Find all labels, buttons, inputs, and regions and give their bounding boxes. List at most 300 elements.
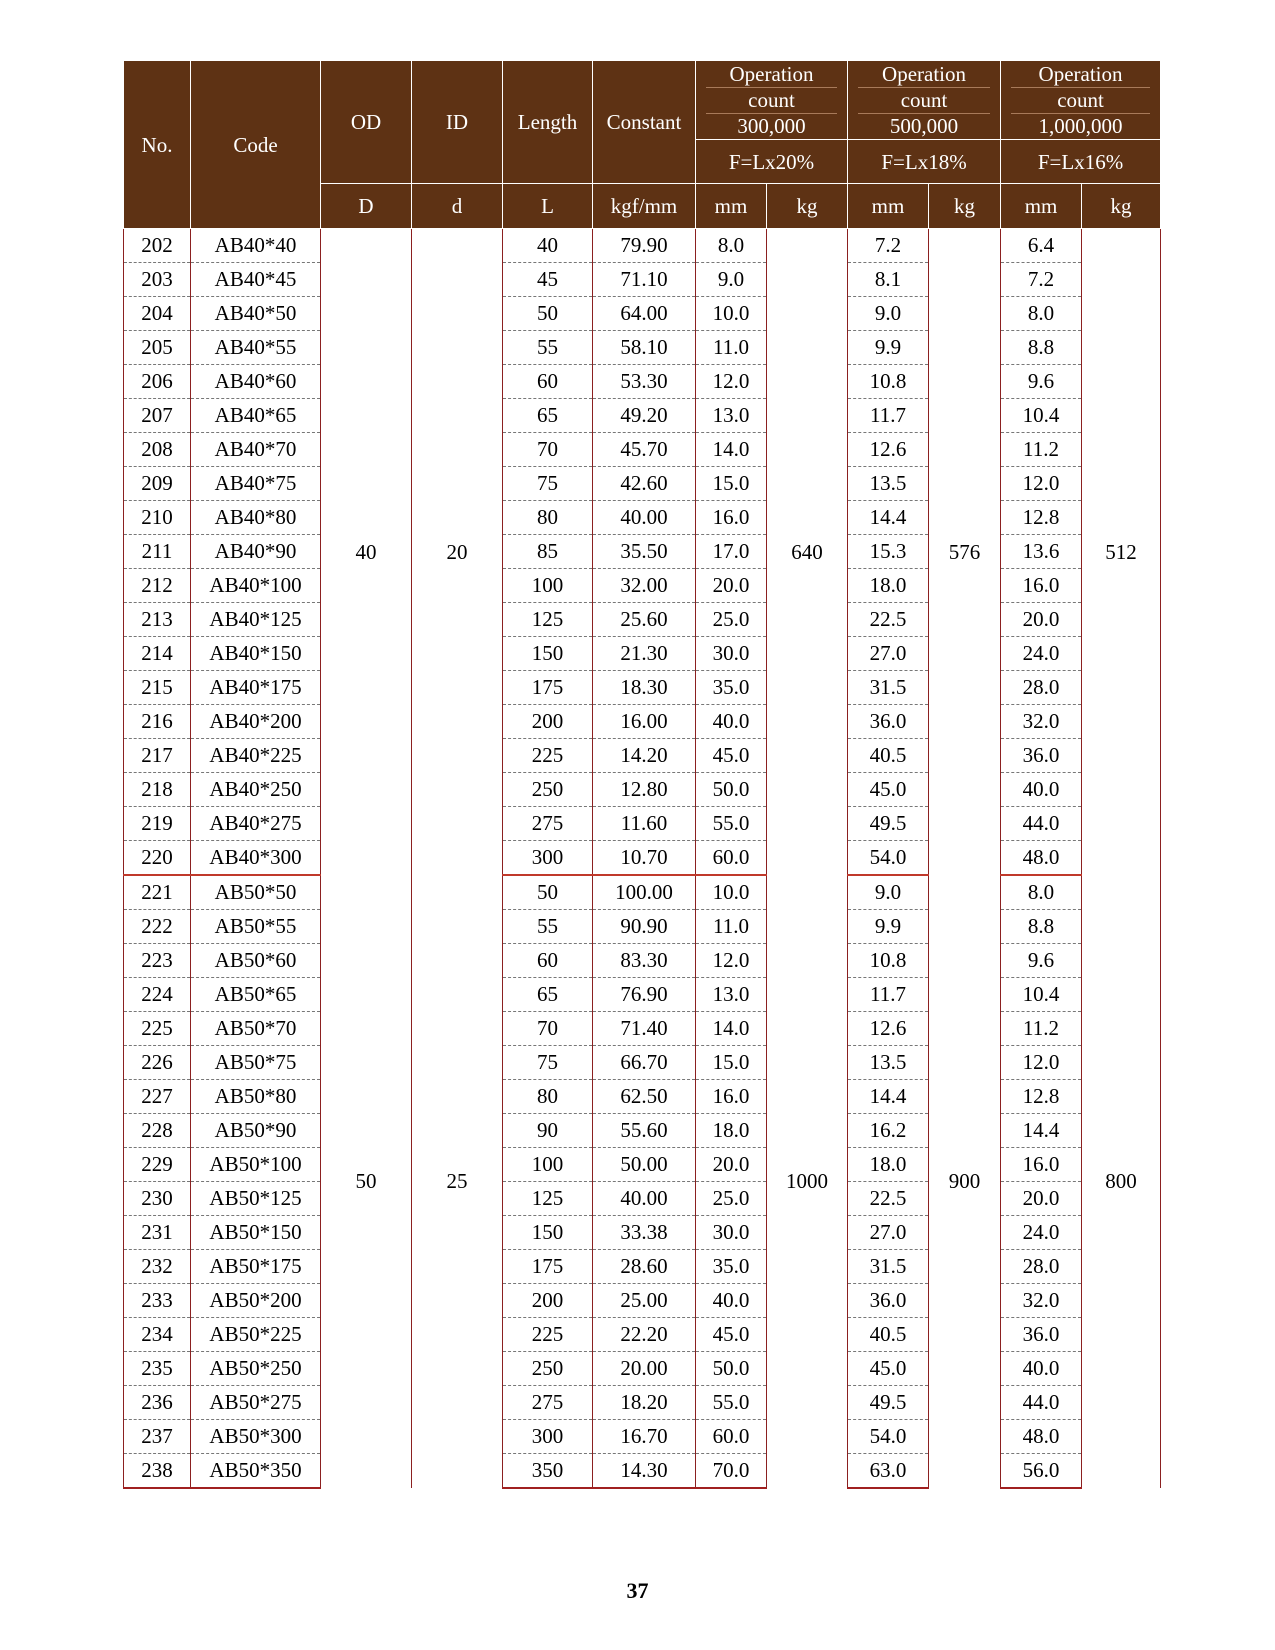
cell-mm-1: 60.0 [696, 841, 767, 876]
op-label-line1: Operation [1011, 62, 1150, 88]
cell-length: 150 [503, 637, 593, 671]
cell-no: 237 [124, 1420, 191, 1454]
cell-length: 80 [503, 501, 593, 535]
header-code: Code [191, 61, 321, 229]
cell-constant: 42.60 [593, 467, 696, 501]
cell-mm-2: 45.0 [848, 1352, 929, 1386]
cell-mm-1: 40.0 [696, 1284, 767, 1318]
cell-constant: 18.30 [593, 671, 696, 705]
cell-code: AB50*200 [191, 1284, 321, 1318]
table-body [124, 229, 1161, 1489]
cell-constant: 14.30 [593, 1454, 696, 1489]
cell-mm-1: 17.0 [696, 535, 767, 569]
unit-id: d [412, 184, 503, 229]
cell-no: 238 [124, 1454, 191, 1489]
cell-mm-3: 20.0 [1001, 603, 1082, 637]
cell-mm-3: 7.2 [1001, 263, 1082, 297]
cell-mm-2: 27.0 [848, 1216, 929, 1250]
cell-mm-2: 31.5 [848, 671, 929, 705]
cell-mm-2: 54.0 [848, 841, 929, 876]
op-count: 500,000 [889, 113, 959, 138]
cell-length: 250 [503, 773, 593, 807]
cell-mm-2: 22.5 [848, 603, 929, 637]
cell-no: 216 [124, 705, 191, 739]
cell-mm-2: 11.7 [848, 399, 929, 433]
cell-code: AB40*275 [191, 807, 321, 841]
cell-mm-2: 10.8 [848, 944, 929, 978]
cell-no: 227 [124, 1080, 191, 1114]
cell-no: 207 [124, 399, 191, 433]
unit-mm-2: mm [848, 184, 929, 229]
cell-mm-3: 28.0 [1001, 671, 1082, 705]
cell-no: 213 [124, 603, 191, 637]
cell-constant: 45.70 [593, 433, 696, 467]
cell-mm-2: 49.5 [848, 807, 929, 841]
table-row [124, 467, 1161, 501]
cell-mm-2: 12.6 [848, 433, 929, 467]
cell-mm-2: 13.5 [848, 467, 929, 501]
cell-mm-1: 18.0 [696, 1114, 767, 1148]
cell-mm-3: 16.0 [1001, 1148, 1082, 1182]
cell-constant: 71.10 [593, 263, 696, 297]
cell-code: AB40*75 [191, 467, 321, 501]
cell-mm-1: 12.0 [696, 365, 767, 399]
cell-no: 224 [124, 978, 191, 1012]
cell-no: 217 [124, 739, 191, 773]
header-formula-1: F=Lx20% [696, 140, 848, 184]
cell-length: 60 [503, 944, 593, 978]
table-row [124, 569, 1161, 603]
cell-no: 219 [124, 807, 191, 841]
table-row [124, 807, 1161, 841]
cell-no: 203 [124, 263, 191, 297]
cell-kg-1: 1000 [767, 875, 848, 1488]
cell-no: 223 [124, 944, 191, 978]
cell-no: 233 [124, 1284, 191, 1318]
cell-no: 226 [124, 1046, 191, 1080]
cell-code: AB40*250 [191, 773, 321, 807]
cell-mm-3: 11.2 [1001, 433, 1082, 467]
cell-constant: 11.60 [593, 807, 696, 841]
cell-constant: 14.20 [593, 739, 696, 773]
cell-mm-1: 45.0 [696, 739, 767, 773]
cell-mm-2: 10.8 [848, 365, 929, 399]
cell-no: 208 [124, 433, 191, 467]
op-label-line2: count [706, 88, 837, 114]
cell-mm-2: 36.0 [848, 1284, 929, 1318]
cell-mm-2: 31.5 [848, 1250, 929, 1284]
cell-no: 229 [124, 1148, 191, 1182]
table-row [124, 1216, 1161, 1250]
cell-mm-1: 70.0 [696, 1454, 767, 1489]
cell-mm-3: 9.6 [1001, 365, 1082, 399]
cell-code: AB40*300 [191, 841, 321, 876]
cell-length: 275 [503, 1386, 593, 1420]
header-id: ID [412, 61, 503, 184]
cell-no: 236 [124, 1386, 191, 1420]
table-row [124, 501, 1161, 535]
cell-length: 70 [503, 433, 593, 467]
cell-mm-2: 13.5 [848, 1046, 929, 1080]
cell-code: AB50*275 [191, 1386, 321, 1420]
cell-length: 75 [503, 467, 593, 501]
cell-code: AB50*75 [191, 1046, 321, 1080]
cell-length: 85 [503, 535, 593, 569]
cell-mm-2: 40.5 [848, 739, 929, 773]
cell-constant: 49.20 [593, 399, 696, 433]
cell-mm-2: 63.0 [848, 1454, 929, 1489]
cell-constant: 12.80 [593, 773, 696, 807]
cell-code: AB50*150 [191, 1216, 321, 1250]
cell-mm-3: 24.0 [1001, 1216, 1082, 1250]
cell-mm-2: 9.0 [848, 875, 929, 910]
header-od: OD [321, 61, 412, 184]
cell-length: 250 [503, 1352, 593, 1386]
cell-mm-3: 12.0 [1001, 1046, 1082, 1080]
cell-mm-2: 18.0 [848, 569, 929, 603]
cell-length: 225 [503, 739, 593, 773]
table-row [124, 978, 1161, 1012]
cell-length: 125 [503, 603, 593, 637]
table-row [124, 671, 1161, 705]
header-operation-count-3 [1001, 61, 1161, 140]
cell-constant: 66.70 [593, 1046, 696, 1080]
cell-mm-3: 40.0 [1001, 773, 1082, 807]
cell-code: AB40*100 [191, 569, 321, 603]
cell-mm-1: 25.0 [696, 603, 767, 637]
table-row [124, 1012, 1161, 1046]
table-row [124, 399, 1161, 433]
unit-mm-1: mm [696, 184, 767, 229]
cell-mm-1: 16.0 [696, 1080, 767, 1114]
cell-constant: 76.90 [593, 978, 696, 1012]
cell-mm-3: 8.8 [1001, 331, 1082, 365]
unit-kg-1: kg [767, 184, 848, 229]
table-row [124, 433, 1161, 467]
cell-mm-1: 12.0 [696, 944, 767, 978]
cell-length: 300 [503, 841, 593, 876]
cell-code: AB40*80 [191, 501, 321, 535]
unit-kg-2: kg [929, 184, 1001, 229]
cell-no: 205 [124, 331, 191, 365]
cell-constant: 64.00 [593, 297, 696, 331]
op-label-line2: count [858, 88, 990, 114]
cell-code: AB50*125 [191, 1182, 321, 1216]
op-label-line2: count [1011, 88, 1150, 114]
op-count: 1,000,000 [1038, 113, 1123, 138]
cell-mm-3: 14.4 [1001, 1114, 1082, 1148]
cell-mm-3: 10.4 [1001, 978, 1082, 1012]
cell-constant: 25.60 [593, 603, 696, 637]
cell-code: AB50*225 [191, 1318, 321, 1352]
cell-code: AB50*50 [191, 875, 321, 910]
table-row [124, 1284, 1161, 1318]
table-row [124, 1420, 1161, 1454]
cell-code: AB50*250 [191, 1352, 321, 1386]
cell-mm-1: 14.0 [696, 433, 767, 467]
cell-mm-3: 24.0 [1001, 637, 1082, 671]
cell-code: AB40*175 [191, 671, 321, 705]
table-row [124, 637, 1161, 671]
cell-mm-1: 25.0 [696, 1182, 767, 1216]
cell-mm-2: 49.5 [848, 1386, 929, 1420]
unit-kg-3: kg [1082, 184, 1161, 229]
cell-mm-3: 6.4 [1001, 229, 1082, 263]
cell-constant: 16.70 [593, 1420, 696, 1454]
table-row [124, 365, 1161, 399]
cell-no: 232 [124, 1250, 191, 1284]
cell-length: 65 [503, 399, 593, 433]
cell-length: 55 [503, 331, 593, 365]
cell-mm-1: 30.0 [696, 637, 767, 671]
cell-constant: 83.30 [593, 944, 696, 978]
table-row [124, 229, 1161, 263]
cell-code: AB50*175 [191, 1250, 321, 1284]
unit-mm-3: mm [1001, 184, 1082, 229]
cell-id: 25 [412, 875, 503, 1488]
unit-od: D [321, 184, 412, 229]
table-row [124, 1080, 1161, 1114]
cell-code: AB50*60 [191, 944, 321, 978]
header-length: Length [503, 61, 593, 184]
cell-code: AB40*45 [191, 263, 321, 297]
cell-mm-3: 9.6 [1001, 944, 1082, 978]
cell-code: AB40*55 [191, 331, 321, 365]
cell-length: 175 [503, 671, 593, 705]
cell-mm-1: 45.0 [696, 1318, 767, 1352]
cell-mm-3: 40.0 [1001, 1352, 1082, 1386]
cell-mm-2: 12.6 [848, 1012, 929, 1046]
cell-length: 175 [503, 1250, 593, 1284]
cell-mm-3: 48.0 [1001, 841, 1082, 876]
cell-no: 234 [124, 1318, 191, 1352]
cell-mm-1: 35.0 [696, 671, 767, 705]
cell-length: 50 [503, 875, 593, 910]
cell-length: 200 [503, 705, 593, 739]
cell-mm-1: 40.0 [696, 705, 767, 739]
table-row [124, 535, 1161, 569]
cell-mm-3: 10.4 [1001, 399, 1082, 433]
cell-length: 300 [503, 1420, 593, 1454]
cell-mm-2: 27.0 [848, 637, 929, 671]
cell-constant: 53.30 [593, 365, 696, 399]
cell-constant: 55.60 [593, 1114, 696, 1148]
cell-mm-3: 8.8 [1001, 910, 1082, 944]
cell-no: 225 [124, 1012, 191, 1046]
cell-constant: 16.00 [593, 705, 696, 739]
cell-code: AB40*40 [191, 229, 321, 263]
cell-constant: 71.40 [593, 1012, 696, 1046]
cell-no: 204 [124, 297, 191, 331]
cell-constant: 22.20 [593, 1318, 696, 1352]
cell-constant: 28.60 [593, 1250, 696, 1284]
cell-length: 100 [503, 1148, 593, 1182]
cell-mm-3: 11.2 [1001, 1012, 1082, 1046]
cell-code: AB50*90 [191, 1114, 321, 1148]
cell-code: AB50*65 [191, 978, 321, 1012]
cell-code: AB40*90 [191, 535, 321, 569]
cell-constant: 79.90 [593, 229, 696, 263]
table-row [124, 773, 1161, 807]
cell-length: 60 [503, 365, 593, 399]
page-number: 37 [626, 1578, 649, 1603]
cell-no: 218 [124, 773, 191, 807]
cell-code: AB50*350 [191, 1454, 321, 1489]
cell-mm-3: 36.0 [1001, 739, 1082, 773]
cell-no: 215 [124, 671, 191, 705]
cell-mm-2: 11.7 [848, 978, 929, 1012]
cell-length: 50 [503, 297, 593, 331]
cell-code: AB40*150 [191, 637, 321, 671]
cell-code: AB40*200 [191, 705, 321, 739]
cell-mm-1: 15.0 [696, 1046, 767, 1080]
table-row [124, 841, 1161, 876]
table-row [124, 603, 1161, 637]
cell-mm-2: 22.5 [848, 1182, 929, 1216]
cell-mm-1: 13.0 [696, 978, 767, 1012]
table-row [124, 297, 1161, 331]
cell-length: 350 [503, 1454, 593, 1489]
cell-kg-3: 512 [1082, 229, 1161, 876]
cell-no: 220 [124, 841, 191, 876]
cell-constant: 10.70 [593, 841, 696, 876]
cell-length: 45 [503, 263, 593, 297]
cell-mm-2: 8.1 [848, 263, 929, 297]
cell-mm-3: 28.0 [1001, 1250, 1082, 1284]
cell-no: 221 [124, 875, 191, 910]
cell-constant: 25.00 [593, 1284, 696, 1318]
cell-code: AB40*65 [191, 399, 321, 433]
table-row [124, 1046, 1161, 1080]
cell-id: 20 [412, 229, 503, 876]
cell-mm-1: 50.0 [696, 773, 767, 807]
cell-mm-1: 11.0 [696, 331, 767, 365]
table-row [124, 263, 1161, 297]
cell-length: 200 [503, 1284, 593, 1318]
cell-mm-3: 16.0 [1001, 569, 1082, 603]
cell-length: 100 [503, 569, 593, 603]
cell-no: 235 [124, 1352, 191, 1386]
cell-mm-3: 12.8 [1001, 1080, 1082, 1114]
cell-constant: 20.00 [593, 1352, 696, 1386]
header-formula-3: F=Lx16% [1001, 140, 1161, 184]
table-row [124, 1318, 1161, 1352]
cell-no: 222 [124, 910, 191, 944]
cell-mm-1: 60.0 [696, 1420, 767, 1454]
cell-constant: 100.00 [593, 875, 696, 910]
cell-mm-1: 16.0 [696, 501, 767, 535]
cell-constant: 58.10 [593, 331, 696, 365]
cell-mm-3: 36.0 [1001, 1318, 1082, 1352]
header-operation-count-2 [848, 61, 1001, 140]
cell-length: 40 [503, 229, 593, 263]
op-count: 300,000 [737, 113, 806, 138]
cell-mm-2: 15.3 [848, 535, 929, 569]
cell-kg-3: 800 [1082, 875, 1161, 1488]
cell-no: 209 [124, 467, 191, 501]
cell-mm-3: 8.0 [1001, 875, 1082, 910]
table-row [124, 1250, 1161, 1284]
cell-length: 225 [503, 1318, 593, 1352]
cell-no: 206 [124, 365, 191, 399]
cell-kg-2: 576 [929, 229, 1001, 876]
cell-no: 210 [124, 501, 191, 535]
cell-mm-1: 10.0 [696, 875, 767, 910]
cell-constant: 50.00 [593, 1148, 696, 1182]
cell-no: 214 [124, 637, 191, 671]
cell-mm-1: 11.0 [696, 910, 767, 944]
cell-no: 231 [124, 1216, 191, 1250]
cell-mm-1: 20.0 [696, 569, 767, 603]
cell-constant: 33.38 [593, 1216, 696, 1250]
cell-mm-1: 14.0 [696, 1012, 767, 1046]
cell-no: 228 [124, 1114, 191, 1148]
cell-mm-3: 20.0 [1001, 1182, 1082, 1216]
cell-constant: 21.30 [593, 637, 696, 671]
cell-od: 40 [321, 229, 412, 876]
cell-no: 230 [124, 1182, 191, 1216]
cell-mm-2: 9.9 [848, 331, 929, 365]
cell-kg-1: 640 [767, 229, 848, 876]
table-row [124, 875, 1161, 910]
cell-constant: 40.00 [593, 1182, 696, 1216]
cell-code: AB40*225 [191, 739, 321, 773]
cell-mm-2: 45.0 [848, 773, 929, 807]
cell-constant: 40.00 [593, 501, 696, 535]
cell-mm-1: 10.0 [696, 297, 767, 331]
cell-od: 50 [321, 875, 412, 1488]
cell-code: AB40*50 [191, 297, 321, 331]
cell-mm-3: 13.6 [1001, 535, 1082, 569]
cell-code: AB40*125 [191, 603, 321, 637]
cell-mm-2: 54.0 [848, 1420, 929, 1454]
cell-mm-2: 14.4 [848, 501, 929, 535]
cell-mm-3: 12.0 [1001, 467, 1082, 501]
table-row [124, 1454, 1161, 1489]
cell-mm-3: 8.0 [1001, 297, 1082, 331]
cell-length: 275 [503, 807, 593, 841]
table-row [124, 739, 1161, 773]
cell-length: 55 [503, 910, 593, 944]
cell-constant: 35.50 [593, 535, 696, 569]
table-row [124, 1148, 1161, 1182]
cell-mm-1: 20.0 [696, 1148, 767, 1182]
cell-length: 65 [503, 978, 593, 1012]
cell-code: AB50*80 [191, 1080, 321, 1114]
cell-mm-2: 16.2 [848, 1114, 929, 1148]
table-row [124, 910, 1161, 944]
op-label-line1: Operation [706, 62, 837, 88]
cell-mm-3: 32.0 [1001, 705, 1082, 739]
cell-mm-1: 55.0 [696, 807, 767, 841]
table-row [124, 1114, 1161, 1148]
cell-no: 212 [124, 569, 191, 603]
cell-constant: 90.90 [593, 910, 696, 944]
cell-mm-3: 44.0 [1001, 807, 1082, 841]
cell-mm-3: 56.0 [1001, 1454, 1082, 1489]
table-row [124, 1386, 1161, 1420]
cell-length: 90 [503, 1114, 593, 1148]
table-row [124, 331, 1161, 365]
header-constant: Constant [593, 61, 696, 184]
cell-mm-2: 9.0 [848, 297, 929, 331]
header-no: No. [124, 61, 191, 229]
cell-mm-1: 35.0 [696, 1250, 767, 1284]
cell-mm-2: 18.0 [848, 1148, 929, 1182]
unit-length: L [503, 184, 593, 229]
table-row [124, 1352, 1161, 1386]
unit-constant: kgf/mm [593, 184, 696, 229]
